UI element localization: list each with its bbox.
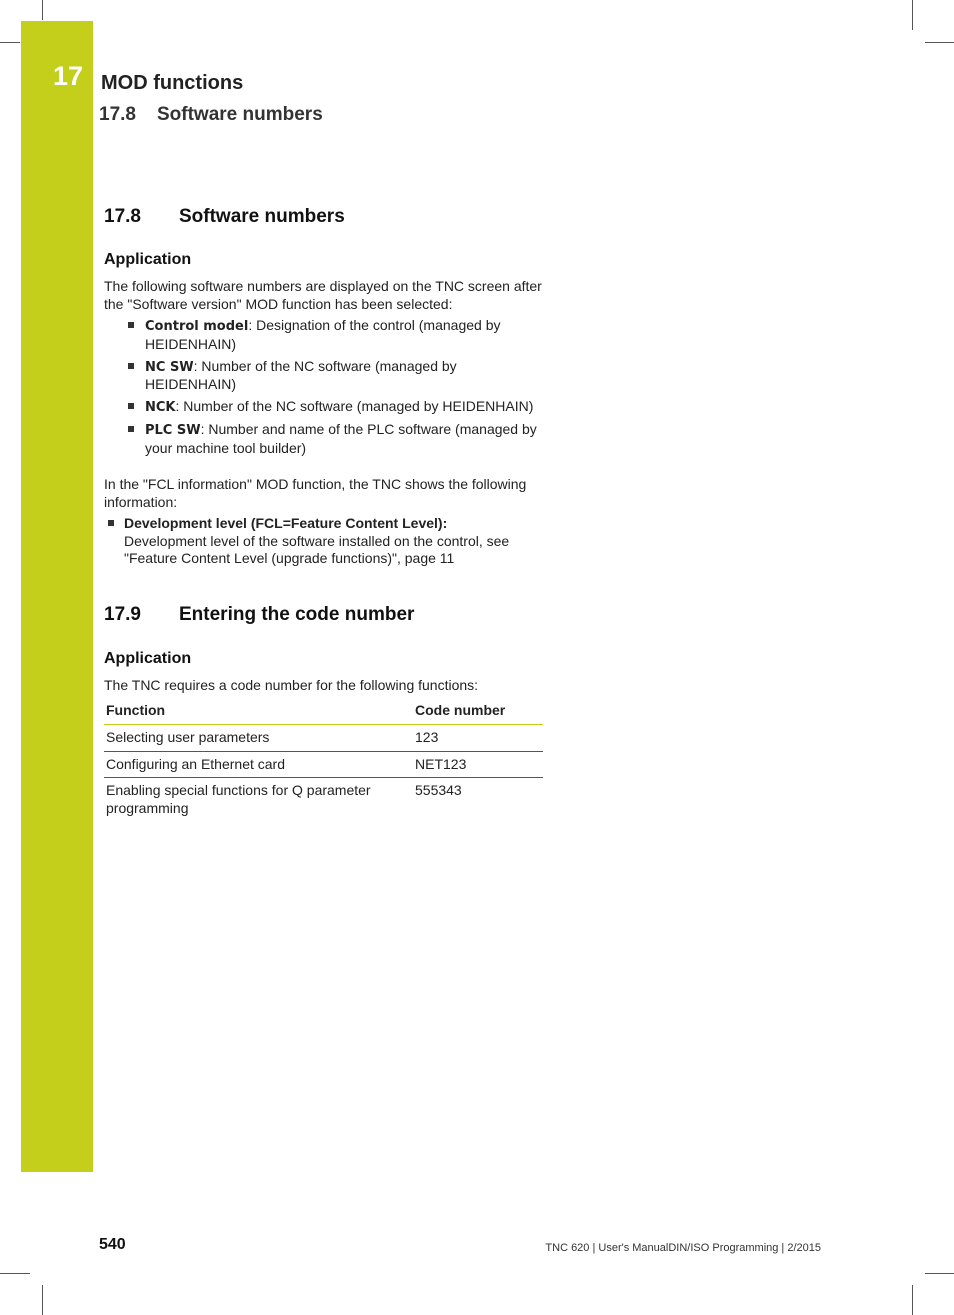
crop-mark	[0, 1273, 30, 1274]
crop-mark	[0, 42, 20, 43]
table-cell-code: NET123	[413, 751, 543, 778]
list-item-term: NCK	[145, 400, 176, 415]
bullet-icon	[108, 520, 114, 526]
fcl-item-term: Development level (FCL=Feature Content Level):	[124, 515, 448, 531]
list-item	[104, 398, 544, 417]
running-header-chapter: MOD functions	[101, 72, 244, 94]
list-item-term: Control model	[145, 319, 249, 334]
chapter-number: 17	[53, 61, 84, 91]
crop-mark	[912, 0, 913, 30]
list-item	[104, 421, 544, 457]
list-item	[104, 358, 544, 394]
section-title: Software numbers	[179, 206, 345, 227]
fcl-intro-paragraph: In the "FCL information" MOD function, the TNC shows the following information:	[104, 476, 527, 510]
table-cell-function: Enabling special functions for Q parameter programming	[106, 782, 371, 816]
software-number-list	[104, 317, 544, 462]
crop-mark	[42, 1285, 43, 1315]
page-number: 540	[99, 1236, 126, 1253]
bullet-icon	[128, 363, 134, 369]
subheading-application: Application	[104, 650, 192, 667]
list-item-text: : Number of the NC software (managed by HEIDENHAIN)	[145, 357, 457, 392]
list-item-term: PLC SW	[145, 423, 201, 438]
section-heading-17-9	[104, 604, 414, 626]
column-header-code-number: Code number	[413, 698, 543, 725]
intro-paragraph: The following software numbers are displayed on the TNC screen after the "Software version" MOD function has been selected:	[104, 278, 542, 312]
fcl-item-text: Development level of the software installed on the control, see "Feature Content Level (upgrade functions)", page 11	[124, 532, 510, 566]
running-header-section	[99, 104, 323, 126]
footer-text: TNC 620 | User's ManualDIN/ISO Programming | 2/2015	[545, 1242, 821, 1254]
list-item-text: : Number of the NC software (managed by HEIDENHAIN)	[175, 398, 534, 414]
table-row	[104, 725, 543, 752]
list-item-term: NC SW	[145, 359, 194, 375]
crop-mark	[912, 1285, 913, 1315]
section-number: 17.8	[104, 206, 141, 227]
subheading-application: Application	[104, 251, 192, 268]
table-cell-function: Configuring an Ethernet card	[104, 751, 413, 778]
section-title: Entering the code number	[179, 604, 415, 625]
table-cell-code: 123	[413, 725, 543, 752]
code-intro-paragraph: The TNC requires a code number for the following functions:	[104, 677, 479, 693]
list-item-text: : Designation of the control (managed by HEIDENHAIN)	[145, 317, 501, 352]
bullet-icon	[128, 426, 134, 432]
list-item	[104, 317, 544, 353]
column-header-function: Function	[104, 698, 413, 725]
crop-mark	[42, 0, 43, 20]
code-number-table	[104, 698, 543, 821]
crop-mark	[925, 42, 954, 43]
running-header-section-title: Software numbers	[157, 104, 323, 125]
table-row	[104, 751, 543, 778]
table-row	[104, 778, 543, 822]
bullet-icon	[128, 403, 134, 409]
bullet-icon	[128, 322, 134, 328]
table-cell-function: Selecting user parameters	[104, 725, 413, 752]
list-item-text: : Number and name of the PLC software (managed by your machine tool builder)	[145, 421, 537, 456]
running-header-section-number: 17.8	[99, 104, 136, 125]
chapter-sidebar	[21, 21, 93, 1172]
fcl-list-item	[104, 515, 564, 568]
table-header-row	[104, 698, 543, 725]
section-heading-17-8	[104, 206, 345, 228]
section-number: 17.9	[104, 604, 141, 625]
table-cell-code: 555343	[415, 782, 462, 798]
crop-mark	[925, 1273, 954, 1274]
